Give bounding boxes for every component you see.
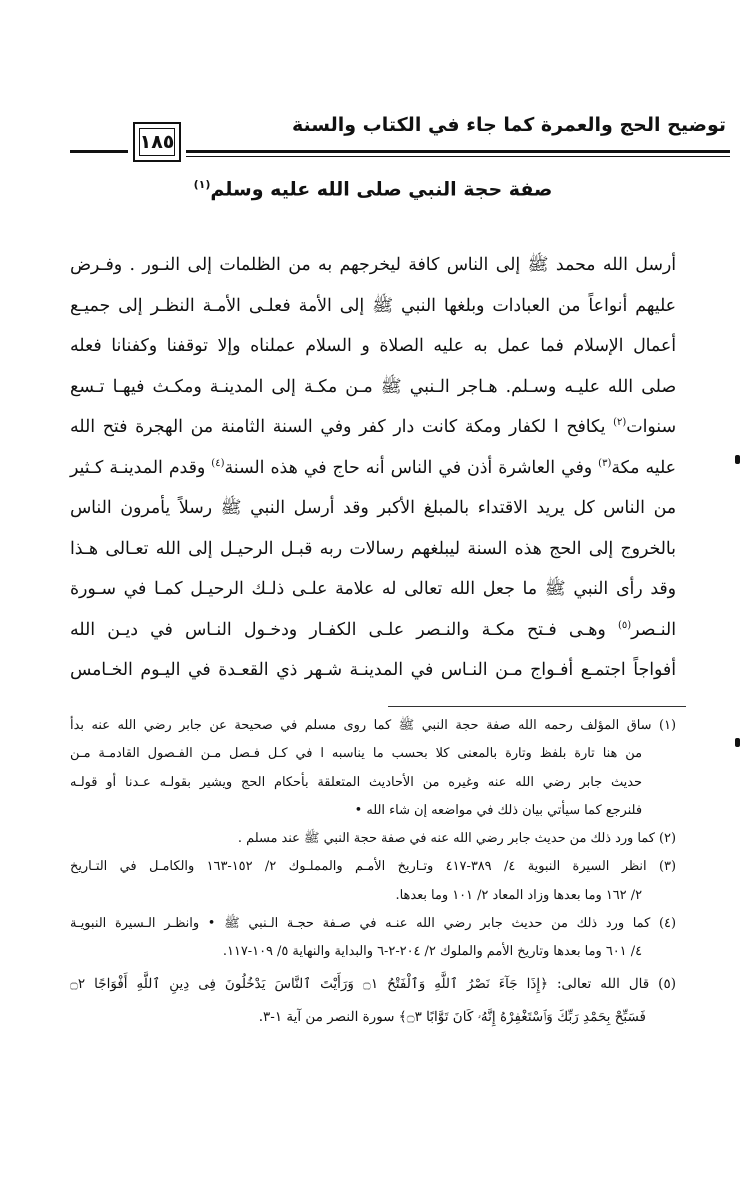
margin-mark: [735, 738, 740, 747]
body-line: [70, 529, 676, 570]
footnote-line: ٤/ ٦٠١ وما بعدها وتاريخ الأمم والملوك ٢/ ٢٠٤-٢-٦ والبداية والنهاية ٥/ ١٠٩-١١٧.: [222, 944, 642, 960]
body-text-segment: النـصر: [631, 619, 676, 640]
page-number: [133, 122, 181, 162]
body-line: [70, 650, 676, 691]
margin-mark: [735, 455, 740, 464]
body-text-segment: بالخروج إلى الحج هذه السنة ليبلغهم رسالات ربه قبـل الرحيـل إلى الله تعـالى هـذا: [70, 538, 676, 559]
body-line: [70, 488, 676, 529]
footnote-line: (٤) كما ورد ذلك من حديث جابر رضي الله عنـه في صـفة حجـة الـنبي ﷺ • وانظـر الـسيرة النبويـة: [70, 916, 676, 932]
section-heading: [0, 178, 746, 200]
body-text: [70, 245, 676, 691]
footnote-line: (٥) قال الله تعالى: ﴿إِذَا جَآءَ نَصْرُ ٱللَّهِ وَٱلْفَتْحُ ۝١ وَرَأَيْتَ ٱلنَّاسَ يَدْخُلُونَ فِى دِينِ ٱللَّهِ أَفْوَاجًا ۝٢: [70, 975, 676, 992]
body-line: [70, 610, 676, 651]
body-text-segment: أعمال الإسلام فما عمل به عليه الصلاة و السلام عملناه وإلا توقفنا وكفنانا فعله: [70, 336, 676, 356]
footnote-ref: (٣): [598, 457, 612, 469]
footnote-line: (٣) انظر السيرة النبوية ٤/ ٣٨٩-٤١٧ وتـاريخ الأمـم والمملـوك ٢/ ١٥٢-١٦٣ والكامـل في التـاريخ: [70, 859, 676, 875]
page-number-text: ١٨٥: [139, 131, 175, 153]
body-text-segment: صلى الله عليـه وسـلم. هـاجر الـنبي ﷺ مـن مكـة إلى المدينـة ومكـث فيهـا تـسع: [70, 376, 676, 397]
heading-footnote-ref: (١): [193, 178, 211, 191]
body-line: [70, 407, 676, 448]
body-text-segment: يكافح ا لكفار ومكة كانت دار كفر وفي السنة الثامنة من الهجرة فتح الله: [70, 417, 614, 437]
running-title: توضيح الحج والعمرة كما جاء في الكتاب والسنة: [291, 114, 726, 136]
body-line: [70, 367, 676, 408]
footnote-line: فَسَبِّحْ بِحَمْدِ رَبِّكَ وَٱسْتَغْفِرْهُ إِنَّهُۥ كَانَ تَوَّابًا ۝٣﴾ سورة النصر من آية ١-٣.: [258, 1008, 646, 1025]
footnote-separator: [388, 706, 686, 707]
footnote-line: حديث جابر رضي الله عنه وغيره من الأحاديث المتعلقة بأحكام الحج ويشير بقولـه عـدنا أو قولـه: [70, 774, 642, 790]
body-line: [70, 448, 676, 489]
body-text-segment: أرسل الله محمد ﷺ إلى الناس كافة ليخرجهم به من الظلمات إلى النـور . وفـرض: [70, 255, 676, 275]
body-text-segment: عليهم أنواعاً من العبادات وبلغها النبي ﷺ إلى الأمة فعلـى الأمـة النظـر إلى جميـع: [70, 295, 676, 316]
body-text-segment: وفي العاشرة أذن في الناس أنه حاج في هذه السنة: [224, 457, 599, 478]
body-text-segment: وقدم المدينـة كـثير: [70, 457, 212, 478]
footnotes: [70, 712, 676, 1033]
body-text-segment: عليه مكة: [611, 457, 676, 478]
footnote-line: فلنرجع كما سيأتي بيان ذلك في مواضعه إن شاء الله •: [354, 802, 642, 818]
body-line: [70, 569, 676, 610]
body-text-segment: وهـى فـتح مكـة والنـصر علـى الكفـار ودخـول النـاس في ديـن الله: [70, 619, 618, 640]
section-heading-text: صفة حجة النبي صلى الله عليه وسلم: [210, 178, 553, 201]
footnote-ref: (٢): [613, 417, 627, 429]
header-rule-short: [70, 150, 128, 153]
body-line: [70, 326, 676, 367]
body-line: [70, 245, 676, 286]
body-text-segment: سنوات: [626, 417, 676, 437]
footnote-ref: (٤): [211, 457, 225, 469]
header-rule: [186, 150, 730, 153]
footnote-line: (١) ساق المؤلف رحمه الله صفة حجة النبي ﷺ كما روى مسلم في صحيحة عن جابر رضي الله عنه بدأ: [70, 718, 676, 733]
body-text-segment: أفواجاً اجتمـع أفـواج مـن النـاس في المدينـة شـهر ذي القعـدة في اليـوم الخـامس: [70, 660, 676, 680]
footnote-line: (٢) كما ورد ذلك من حديث جابر رضي الله عنه في صفة حجة النبي ﷺ عند مسلم .: [237, 831, 676, 847]
body-text-segment: وقد رأى النبي ﷺ ما جعل الله تعالى له علامة علـى ذلـك الرحيـل كمـا في سـورة: [70, 579, 676, 599]
body-text-segment: من الناس كل يريد الاقتداء بالمبلغ الأكبر وقد أرسل النبي ﷺ رسلاً يأمرون الناس: [70, 498, 676, 518]
footnote-line: من هنا تارة بلفظ وتارة بالمعنى كلا بحسب ما يناسبه ا في كـل فـصل مـن الفـصول القادمـة مـن: [70, 746, 642, 762]
body-line: [70, 286, 676, 327]
footnote-ref: (٥): [617, 619, 632, 631]
footnote-line: ٢/ ١٦٢ وما بعدها وزاد المعاد ٢/ ١٠١ وما بعدها.: [395, 887, 642, 903]
